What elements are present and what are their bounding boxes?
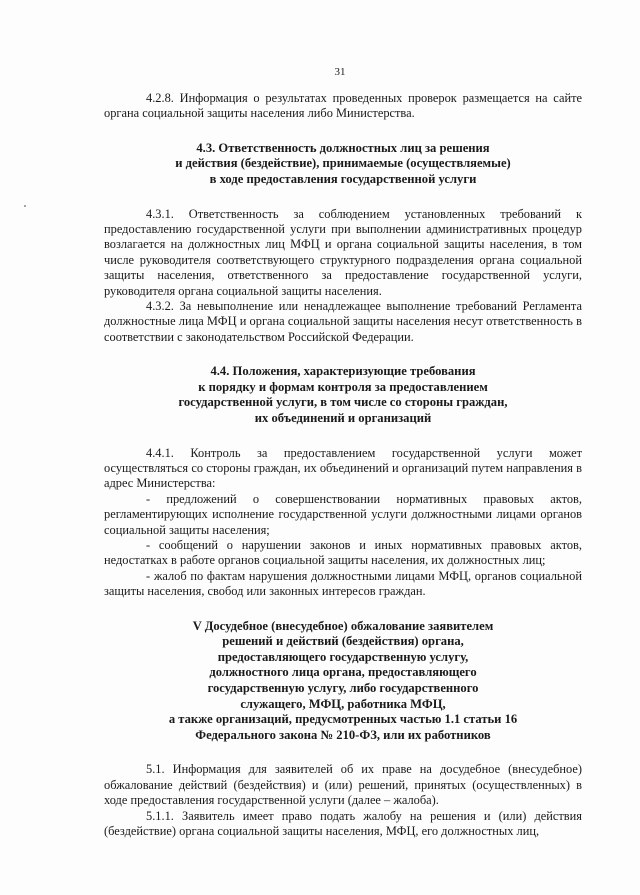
- paragraph-4-2-8: 4.2.8. Информация о результатах проведенных проверок размещается на сайте органа социальной защиты населения либо Министерства.: [104, 91, 582, 121]
- heading-line: их объединений и организаций: [254, 411, 432, 426]
- heading-section-5: [104, 619, 582, 744]
- paragraph-5-1-1: 5.1.1. Заявитель имеет право подать жалобу на решения и (или) действия (бездействие) органа социальной защиты населения, МФЦ, его должностных лиц,: [104, 808, 582, 839]
- heading-line: в ходе предоставления государственной услуги: [209, 172, 477, 186]
- heading-line: и действия (бездействие), принимаемые (осуществляемые): [175, 156, 511, 171]
- paragraph-4-3-2: 4.3.2. За невыполнение или ненадлежащее выполнение требований Регламента должностные лица МФЦ и органа социальной защиты населения несут ответственность в соответствии с законодательством Российской Федерации.: [104, 299, 582, 344]
- heading-line: государственной услуги, в том числе со стороны граждан,: [178, 395, 508, 410]
- heading-line: а также организаций, предусмотренных частью 1.1 статьи 16: [168, 712, 518, 727]
- paragraph-4-3-1: 4.3.1. Ответственность за соблюдением установленных требований к предоставлению государственной услуги при выполнении административных процедур возлагается на должностных лиц МФЦ и органа социальной защиты населения, в том числе руководителя соответствующего структурного подразделения органа социальной защиты населения, ответственного за предоставление государственной услуги, руководителя органа социальной защиты населения.: [104, 206, 582, 298]
- heading-4-3: [104, 141, 582, 188]
- heading-line: 4.3. Ответственность должностных лиц за решения: [196, 140, 490, 155]
- heading-line: V Досудебное (внесудебное) обжалование заявителем: [192, 618, 494, 633]
- heading-line: должностного лица органа, предоставляющего: [209, 665, 477, 680]
- heading-line: 4.4. Положения, характеризующие требования: [210, 364, 476, 379]
- paragraph-5-1: 5.1. Информация для заявителей об их праве на досудебное (внесудебное) обжалование действий (бездействия) и (или) решений, принятых (осуществленных) в ходе предоставления государственной услуги (далее – жалоба).: [104, 762, 582, 808]
- page-number: 31: [334, 66, 346, 78]
- document-body: [104, 91, 582, 839]
- heading-line: государственную услугу, либо государственного: [207, 681, 479, 696]
- heading-line: служащего, МФЦ, работника МФЦ,: [240, 696, 446, 711]
- heading-line: решений и действий (бездействия) органа,: [222, 634, 464, 649]
- heading-4-4: [104, 364, 582, 426]
- paragraph-4-4-1: 4.4.1. Контроль за предоставлением государственной услуги может осуществляться со стороны граждан, их объединений и организаций путем направления в адрес Министерства:: [104, 445, 582, 491]
- scan-speck: [24, 205, 26, 207]
- heading-line: к порядку и формам контроля за предоставлением: [198, 379, 488, 394]
- list-item-reports: - сообщений о нарушении законов и иных нормативных правовых актов, недостатках в работе органов социальной защиты населения, их должностных лиц;: [104, 538, 582, 568]
- list-item-complaints: - жалоб по фактам нарушения должностными лицами МФЦ, органов социальной защиты населения, свобод или законных интересов граждан.: [104, 568, 582, 599]
- list-item-proposals: - предложений о совершенствовании нормативных правовых актов, регламентирующих исполнение государственной услуги должностными лицами органов социальной защиты населения;: [104, 491, 582, 537]
- heading-line: предоставляющего государственную услугу,: [217, 649, 469, 664]
- heading-line: Федерального закона № 210-ФЗ, или их работников: [195, 727, 491, 742]
